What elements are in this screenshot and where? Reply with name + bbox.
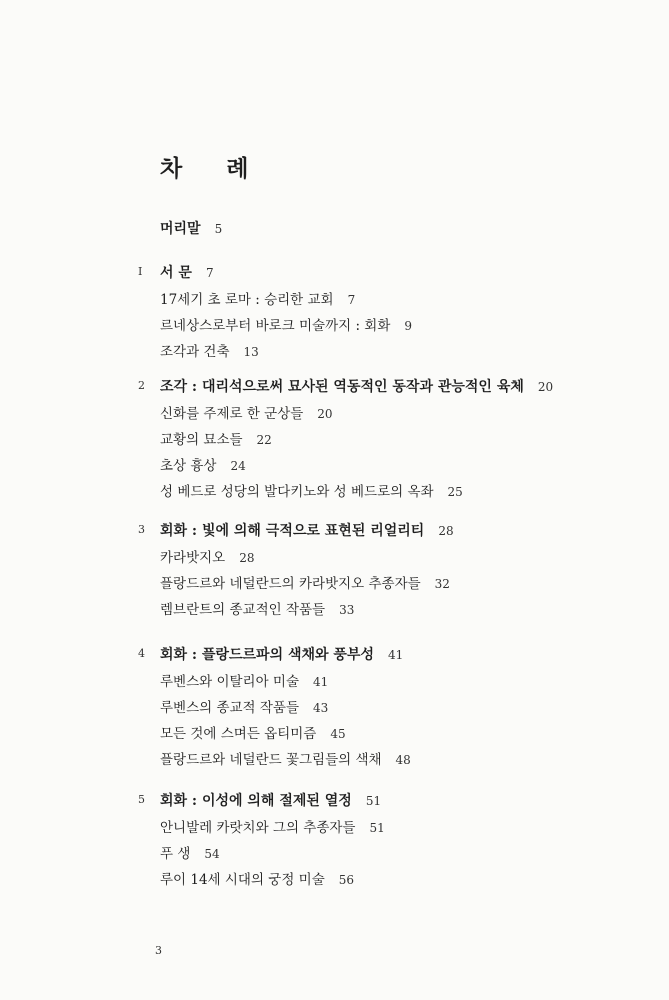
toc-entry[interactable] [160,339,412,365]
entry-page: 24 [230,459,246,473]
entry-page: 25 [447,485,463,499]
entry-label: 플랑드르와 네덜란드 꽃그림들의 색채 [160,752,382,768]
toc-entry[interactable] [160,571,450,597]
entry-label: 플랑드르와 네덜란드의 카라밧지오 추종자들 [160,576,421,592]
toc-entry[interactable] [160,597,450,623]
entry-page: 54 [204,847,220,861]
chapter-title[interactable] [160,520,454,540]
entry-label: 카라밧지오 [160,550,226,566]
toc-entry[interactable] [160,695,411,721]
toc-entry[interactable] [160,427,463,453]
toc-entry[interactable] [160,815,385,841]
entry-page: 51 [369,821,385,835]
page-number: 3 [155,944,162,957]
toc-entry[interactable] [160,313,412,339]
entry-label: 루이 14세 시대의 궁정 미술 [160,872,325,888]
chapter-title-text: 회화 : 이성에 의해 절제된 열정 [160,793,352,809]
toc-entry[interactable] [160,479,463,505]
chapter-page: 41 [388,648,404,662]
chapter-number: 2 [138,379,145,392]
toc-entry[interactable] [160,721,411,747]
entry-label: 안니발레 카랏치와 그의 추종자들 [160,820,356,836]
entry-label: 푸 생 [160,846,191,862]
chapter-title[interactable] [160,376,553,396]
entry-page: 32 [434,577,450,591]
entry-label: 성 베드로 성당의 발다키노와 성 베드로의 옥좌 [160,484,434,500]
page-title: 차 례 [160,155,267,182]
entry-label: 모든 것에 스며든 옵티미즘 [160,726,317,742]
entry-page: 22 [256,433,272,447]
toc-entry[interactable] [160,669,411,695]
entry-page: 48 [395,753,411,767]
entry-page: 33 [339,603,355,617]
entry-page: 7 [347,293,356,307]
entry-page: 13 [243,345,259,359]
entry-label: 신화를 주제로 한 군상들 [160,406,304,422]
chapter-title-text: 회화 : 빛에 의해 극적으로 표현된 리얼리티 [160,523,425,539]
toc-entry[interactable] [160,841,385,867]
toc-foreword[interactable] [160,218,222,238]
toc-entry[interactable] [160,453,463,479]
entry-label: 조각과 건축 [160,344,230,360]
entry-page: 9 [404,319,413,333]
chapter-number: 5 [138,793,145,806]
chapter-page: 20 [537,380,554,394]
entry-label: 루벤스의 종교적 작품들 [160,700,299,716]
foreword-page: 5 [214,222,223,236]
toc-entry[interactable] [160,401,463,427]
chapter-number: 4 [138,647,145,660]
entry-page: 20 [317,407,333,421]
entry-page: 56 [338,873,355,887]
entry-label: 교황의 묘소들 [160,432,243,448]
toc-entry[interactable] [160,545,450,571]
toc-entry[interactable] [160,287,412,313]
chapter-page: 28 [438,524,454,538]
foreword-label: 머리말 [160,221,201,237]
entry-page: 45 [330,727,346,741]
toc-entry[interactable] [160,747,411,773]
entry-label: 렘브란트의 종교적인 작품들 [160,602,326,618]
chapter-title[interactable] [160,262,214,282]
chapter-number: I [138,265,143,278]
entry-label: 루벤스와 이탈리아 미술 [160,674,299,690]
chapter-page: 7 [205,266,214,280]
chapter-title[interactable] [160,644,403,664]
chapter-page: 51 [365,794,382,808]
entry-page: 28 [239,551,255,565]
chapter-number: 3 [138,523,145,536]
entry-label: 17세기 초 로마 : 승리한 교회 [160,292,334,308]
chapter-title-text: 조각 : 대리석으로써 묘사된 역동적인 동작과 관능적인 육체 [160,379,524,395]
entry-page: 41 [313,675,329,689]
chapter-title-text: 서 문 [160,265,192,281]
chapter-title[interactable] [160,790,381,810]
entry-page: 43 [313,701,329,715]
toc-entry[interactable] [160,867,385,893]
entry-label: 초상 흉상 [160,458,217,474]
chapter-title-text: 회화 : 플랑드르파의 색채와 풍부성 [160,647,374,663]
entry-label: 르네상스로부터 바로크 미술까지 : 회화 [160,318,391,334]
